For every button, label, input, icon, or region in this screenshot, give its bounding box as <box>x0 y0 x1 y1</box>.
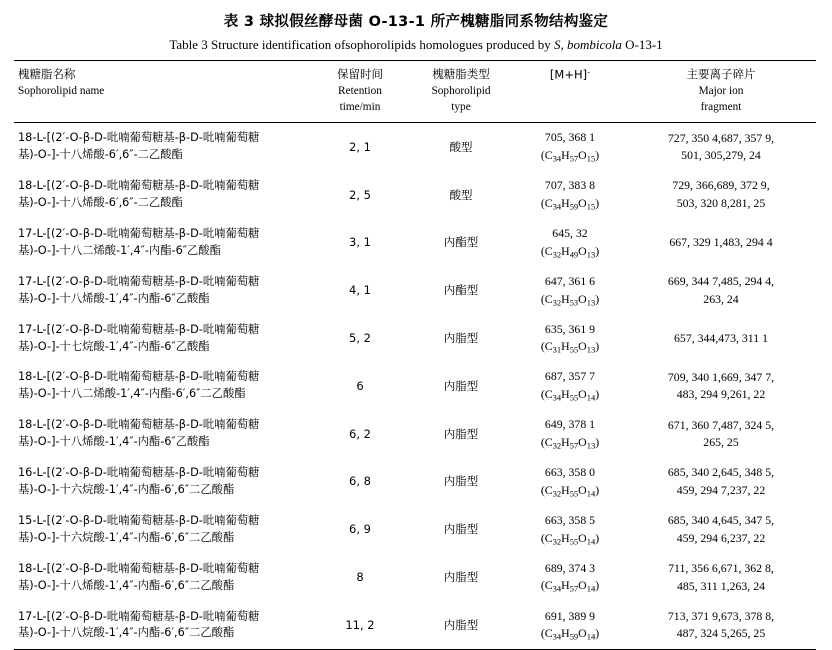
mh-value: 689, 374 3 <box>544 560 596 575</box>
column-header-mh <box>514 61 626 123</box>
cell-sophorolipid-name <box>14 219 312 267</box>
mh-formula: $(C_{34}H_{57}O_{14})$ <box>540 578 600 594</box>
column-header-rt-en2: time/min <box>339 101 381 114</box>
mh-value: 635, 361 9 <box>544 321 596 336</box>
mh-formula: $(C_{34}H_{59}O_{15})$ <box>540 195 600 212</box>
column-header-mh-label: [M+H]- <box>549 67 591 82</box>
cell-sophorolipid-name <box>14 123 312 171</box>
title-en-prefix: Table 3 Structure identification ofsophorolipids homologues produced by <box>169 37 554 52</box>
name-line-2: 基)-O-]-十八二烯酸-1′,4″-内酯-6′,6″二乙酸酯 <box>18 387 246 401</box>
cell-retention-time: 8 <box>356 570 364 585</box>
cell-mass-to-charge <box>514 458 626 506</box>
cell-major-ion-fragment <box>626 315 816 363</box>
cell-mass-to-charge <box>514 171 626 219</box>
title-en-species: S, bombicola <box>554 37 622 52</box>
name-line-2: 基)-O-]-十八烯酸-1′,4″-内酯-6′,6″二乙酸酯 <box>18 578 235 592</box>
column-header-type <box>408 61 514 123</box>
cell-retention-time: 2, 1 <box>349 139 371 154</box>
column-header-fragment <box>626 61 816 123</box>
cell-sophorolipid-name <box>14 506 312 554</box>
mh-formula: $(C_{32}H_{55}O_{14})$ <box>540 482 600 499</box>
name-line-1: 17-L-[(2′-O-β-D-吡喃葡萄糖基-β-D-吡喃葡萄糖 <box>18 274 260 288</box>
name-line-1: 18-L-[(2′-O-β-D-吡喃葡萄糖基-β-D-吡喃葡萄糖 <box>18 131 260 145</box>
name-line-2: 基)-O-]-十八二烯酸-1′,4″-内酯-6″乙酸酯 <box>18 243 221 257</box>
cell-sophorolipid-type: 内脂型 <box>443 426 479 441</box>
name-line-1: 18-L-[(2′-O-β-D-吡喃葡萄糖基-β-D-吡喃葡萄糖 <box>18 418 260 432</box>
table-row <box>14 267 816 315</box>
fragment-line-1: 713, 371 9,673, 378 8, <box>667 608 775 623</box>
mh-value: 707, 383 8 <box>544 178 596 193</box>
table-row <box>14 554 816 602</box>
fragment-line-1: 671, 360 7,487, 324 5, <box>667 417 775 432</box>
table-row <box>14 315 816 363</box>
title-en-suffix: O-13-1 <box>621 37 663 52</box>
fragment-line-1: 729, 366,689, 372 9, <box>672 178 770 193</box>
fragment-line-1: 685, 340 4,645, 347 5, <box>667 513 775 528</box>
sophorolipid-structure-table <box>14 60 816 650</box>
column-header-type-en2: type <box>451 101 471 114</box>
name-line-2: 基)-O-]-十八烯酸-6′,6″-二乙酸酯 <box>18 196 183 210</box>
name-line-2: 基)-O-]-十六烷酸-1′,4″-内酯-6′,6″二乙酸酯 <box>18 483 235 497</box>
fragment-line-1: 669, 344 7,485, 294 4, <box>667 274 775 289</box>
mh-formula: $(C_{32}H_{49}O_{13})$ <box>540 243 600 260</box>
mh-value: 649, 378 1 <box>544 417 596 432</box>
cell-retention-time: 6, 2 <box>349 426 371 441</box>
cell-mass-to-charge <box>514 410 626 458</box>
cell-sophorolipid-type: 内酯型 <box>443 235 479 250</box>
mh-formula: $(C_{34}H_{55}O_{14})$ <box>540 387 600 403</box>
fragment-line-2: 459, 294 6,237, 22 <box>676 530 766 545</box>
name-line-1: 18-L-[(2′-O-β-D-吡喃葡萄糖基-β-D-吡喃葡萄糖 <box>18 370 260 384</box>
cell-retention-time: 11, 2 <box>345 617 375 632</box>
fragment-line-2: 485, 311 1,263, 24 <box>676 578 766 593</box>
cell-mass-to-charge <box>514 602 626 650</box>
fragment-line-1: 727, 350 4,687, 357 9, <box>667 130 775 145</box>
column-header-retention-time <box>312 61 408 123</box>
column-header-frag-en2: fragment <box>700 101 742 114</box>
fragment-line-2: 487, 324 5,265, 25 <box>676 626 766 641</box>
fragment-line-2: 503, 320 8,281, 25 <box>676 196 766 211</box>
cell-major-ion-fragment <box>626 362 816 410</box>
cell-mass-to-charge <box>514 267 626 315</box>
mh-formula: $(C_{34}H_{57}O_{15})$ <box>540 148 600 164</box>
cell-sophorolipid-name <box>14 602 312 650</box>
mh-formula: $(C_{32}H_{55}O_{14})$ <box>540 530 600 546</box>
name-line-1: 18-L-[(2′-O-β-D-吡喃葡萄糖基-β-D-吡喃葡萄糖 <box>18 561 260 575</box>
cell-retention-time: 2, 5 <box>349 187 371 202</box>
column-header-type-cn: 槐糖脂类型 <box>432 67 490 81</box>
fragment-line-2: 263, 24 <box>703 291 739 306</box>
cell-retention-time: 6 <box>356 378 364 393</box>
column-header-name-cn: 槐糖脂名称 <box>18 67 76 81</box>
cell-sophorolipid-name <box>14 267 312 315</box>
fragment-line-2: 483, 294 9,261, 22 <box>676 387 766 402</box>
name-line-1: 17-L-[(2′-O-β-D-吡喃葡萄糖基-β-D-吡喃葡萄糖 <box>18 609 260 623</box>
column-header-frag-cn: 主要离子碎片 <box>686 67 756 81</box>
name-line-1: 18-L-[(2′-O-β-D-吡喃葡萄糖基-β-D-吡喃葡萄糖 <box>18 179 260 193</box>
fragment-line-1: 709, 340 1,669, 347 7, <box>667 369 775 384</box>
header-row <box>14 61 816 123</box>
column-header-name <box>14 61 312 123</box>
mh-value: 687, 357 7 <box>544 369 596 384</box>
mh-value: 647, 361 6 <box>544 273 596 288</box>
cell-major-ion-fragment <box>626 123 816 171</box>
table-row <box>14 506 816 554</box>
cell-major-ion-fragment <box>626 458 816 506</box>
fragment-line-1: 657, 344,473, 311 1 <box>674 330 768 345</box>
column-header-rt-cn: 保留时间 <box>337 67 383 81</box>
column-header-type-en1: Sophorolipid <box>431 84 491 97</box>
cell-sophorolipid-type: 内脂型 <box>443 378 479 393</box>
table-row <box>14 410 816 458</box>
cell-major-ion-fragment <box>626 554 816 602</box>
cell-mass-to-charge <box>514 123 626 171</box>
fragment-line-1: 667, 329 1,483, 294 4 <box>669 235 773 250</box>
mh-formula: $(C_{34}H_{59}O_{14})$ <box>540 626 600 642</box>
table-title-english <box>14 37 818 53</box>
cell-major-ion-fragment <box>626 219 816 267</box>
name-line-2: 基)-O-]-十八烯酸-6′,6″-二乙酸酯 <box>18 148 183 162</box>
cell-major-ion-fragment <box>626 267 816 315</box>
name-line-2: 基)-O-]-十八烯酸-1′,4″-内酯-6″乙酸酯 <box>18 291 210 305</box>
cell-sophorolipid-type: 酸型 <box>449 139 473 154</box>
cell-retention-time: 6, 8 <box>349 474 371 489</box>
cell-sophorolipid-name <box>14 315 312 363</box>
table-body <box>14 123 816 650</box>
cell-mass-to-charge <box>514 554 626 602</box>
name-line-2: 基)-O-]-十八烷酸-1′,4″-内酯-6′,6″二乙酸酯 <box>18 626 235 640</box>
table-title-chinese: 表 3 球拟假丝酵母菌 O-13-1 所产槐糖脂同系物结构鉴定 <box>223 14 609 30</box>
cell-sophorolipid-type: 内脂型 <box>443 474 479 489</box>
table-row <box>14 602 816 650</box>
cell-sophorolipid-name <box>14 410 312 458</box>
name-line-1: 15-L-[(2′-O-β-D-吡喃葡萄糖基-β-D-吡喃葡萄糖 <box>18 513 260 527</box>
cell-sophorolipid-type: 内脂型 <box>443 570 479 585</box>
name-line-2: 基)-O-]-十七烷酸-1′,4″-内酯-6″乙酸酯 <box>18 339 210 353</box>
table-row <box>14 171 816 219</box>
cell-retention-time: 5, 2 <box>349 330 371 345</box>
cell-sophorolipid-type: 内脂型 <box>443 522 479 537</box>
mh-formula: $(C_{31}H_{55}O_{13})$ <box>540 339 600 355</box>
cell-retention-time: 4, 1 <box>349 283 371 298</box>
cell-mass-to-charge <box>514 219 626 267</box>
mh-value: 645, 32 <box>552 226 588 241</box>
table-row <box>14 123 816 171</box>
name-line-1: 17-L-[(2′-O-β-D-吡喃葡萄糖基-β-D-吡喃葡萄糖 <box>18 322 260 336</box>
cell-sophorolipid-type: 内脂型 <box>443 617 479 632</box>
cell-major-ion-fragment <box>626 410 816 458</box>
cell-sophorolipid-type: 内脂型 <box>443 330 479 345</box>
name-line-1: 17-L-[(2′-O-β-D-吡喃葡萄糖基-β-D-吡喃葡萄糖 <box>18 227 260 241</box>
column-header-frag-en1: Major ion <box>698 84 744 97</box>
cell-sophorolipid-type: 酸型 <box>449 187 473 202</box>
mh-formula: $(C_{32}H_{53}O_{13})$ <box>540 291 600 307</box>
name-line-2: 基)-O-]-十六烷酸-1′,4″-内酯-6′,6″二乙酸酯 <box>18 530 235 544</box>
table-row <box>14 219 816 267</box>
cell-retention-time: 6, 9 <box>349 522 371 537</box>
cell-retention-time: 3, 1 <box>349 235 371 250</box>
mh-value: 663, 358 0 <box>544 465 596 480</box>
fragment-line-2: 265, 25 <box>703 435 739 450</box>
cell-sophorolipid-name <box>14 362 312 410</box>
cell-major-ion-fragment <box>626 171 816 219</box>
fragment-line-1: 711, 356 6,671, 362 8, <box>668 560 774 575</box>
cell-major-ion-fragment <box>626 506 816 554</box>
cell-sophorolipid-type: 内酯型 <box>443 283 479 298</box>
cell-mass-to-charge <box>514 362 626 410</box>
cell-mass-to-charge <box>514 506 626 554</box>
fragment-line-2: 501, 305,279, 24 <box>681 148 761 163</box>
mh-formula: $(C_{32}H_{57}O_{13})$ <box>540 434 600 451</box>
table-row <box>14 362 816 410</box>
cell-major-ion-fragment <box>626 602 816 650</box>
cell-sophorolipid-name <box>14 554 312 602</box>
mh-value: 663, 358 5 <box>544 512 596 527</box>
cell-sophorolipid-name <box>14 171 312 219</box>
mh-value: 691, 389 9 <box>544 608 596 623</box>
cell-sophorolipid-name <box>14 458 312 506</box>
name-line-1: 16-L-[(2′-O-β-D-吡喃葡萄糖基-β-D-吡喃葡萄糖 <box>18 466 260 480</box>
cell-mass-to-charge <box>514 315 626 363</box>
name-line-2: 基)-O-]-十八烯酸-1′,4″-内酯-6″乙酸酯 <box>18 435 210 449</box>
column-header-rt-en1: Retention <box>338 84 382 97</box>
fragment-line-2: 459, 294 7,237, 22 <box>676 483 766 498</box>
fragment-line-1: 685, 340 2,645, 348 5, <box>667 465 775 480</box>
column-header-name-en: Sophorolipid name <box>18 84 105 97</box>
table-row <box>14 458 816 506</box>
table-header <box>14 61 816 123</box>
mh-value: 705, 368 1 <box>544 130 596 145</box>
